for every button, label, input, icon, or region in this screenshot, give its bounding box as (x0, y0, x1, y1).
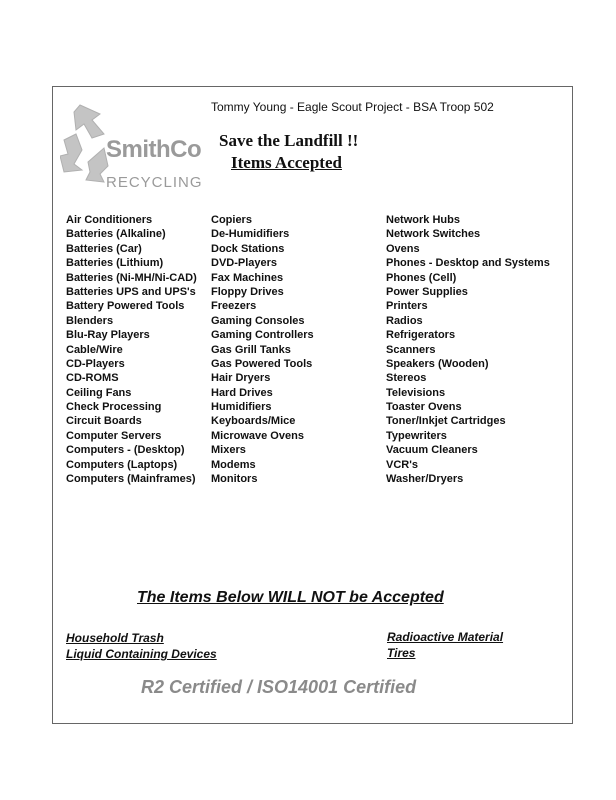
list-item: Gas Grill Tanks (211, 343, 291, 356)
list-item: DVD-Players (211, 257, 278, 270)
list-item: Speakers (Wooden) (386, 357, 489, 370)
list-item: Batteries UPS and UPS's (66, 285, 196, 298)
list-item: Battery Powered Tools (66, 300, 185, 313)
list-item: Check Processing (66, 401, 162, 414)
list-item: Network Hubs (386, 214, 460, 226)
list-item: Refrigerators (386, 329, 456, 342)
list-item: Circuit Boards (66, 415, 142, 428)
list-item: Batteries (Alkaline) (66, 228, 166, 241)
list-item: Computers (Mainframes) (66, 473, 196, 486)
recycle-icon (60, 100, 110, 190)
logo-subtitle: RECYCLING (106, 174, 203, 191)
list-item: Washer/Dryers (386, 473, 464, 486)
list-item: CD-ROMS (66, 372, 119, 385)
list-item: Radios (386, 314, 423, 327)
list-item: Computer Servers (66, 429, 162, 442)
list-item: Keyboards/Mice (211, 415, 296, 428)
list-item: VCR's (386, 458, 418, 471)
list-item: Typewriters (386, 429, 447, 442)
list-item: Mixers (211, 444, 246, 457)
list-item: Scanners (386, 343, 436, 356)
list-item: Stereos (386, 372, 427, 385)
list-item: Air Conditioners (66, 214, 153, 226)
smithco-logo (60, 100, 210, 195)
list-item: Network Switches (386, 228, 481, 241)
list-item: Phones (Cell) (386, 271, 457, 284)
list-item: Floppy Drives (211, 285, 284, 298)
list-item: Blu-Ray Players (66, 329, 150, 342)
page-subtitle: Items Accepted (231, 153, 342, 172)
list-item: Batteries (Lithium) (66, 257, 164, 270)
certification-text: R2 Certified / ISO14001 Certified (141, 677, 417, 697)
list-item: Copiers (211, 214, 252, 226)
list-item: Batteries (Ni-MH/Ni-CAD) (66, 271, 197, 284)
rejected-item: Liquid Containing Devices (66, 647, 217, 661)
not-accepted-heading: The Items Below WILL NOT be Accepted (137, 589, 444, 606)
list-item: Power Supplies (386, 285, 468, 298)
logo-name: SmithCo (106, 136, 202, 163)
list-item: Cable/Wire (66, 343, 123, 356)
list-item: Printers (386, 300, 428, 313)
list-item: Ovens (386, 242, 420, 255)
list-item: Batteries (Car) (66, 242, 142, 255)
list-item: Ceiling Fans (66, 386, 132, 399)
list-item: Gas Powered Tools (211, 357, 313, 370)
list-item: Dock Stations (211, 242, 285, 255)
list-item: Monitors (211, 473, 258, 486)
accepted-column-1 (66, 213, 197, 486)
accepted-column-2 (211, 213, 314, 486)
list-item: Vacuum Cleaners (386, 444, 478, 457)
list-item: Gaming Consoles (211, 314, 305, 327)
list-item: Modems (211, 458, 256, 471)
list-item: Blenders (66, 314, 114, 327)
accepted-column-3 (386, 213, 550, 486)
list-item: Humidifiers (211, 401, 272, 414)
list-item: Fax Machines (211, 271, 284, 284)
list-item: CD-Players (66, 357, 125, 370)
list-item: Computers (Laptops) (66, 458, 178, 471)
list-item: Phones - Desktop and Systems (386, 257, 550, 270)
list-item: Televisions (386, 386, 446, 399)
list-item: Gaming Controllers (211, 329, 314, 342)
list-item: Toaster Ovens (386, 401, 462, 414)
list-item: Toner/Inkjet Cartridges (386, 415, 506, 428)
list-item: Freezers (211, 300, 257, 313)
list-item: Hard Drives (211, 386, 273, 399)
list-item: De-Humidifiers (211, 228, 290, 241)
list-item: Computers - (Desktop) (66, 444, 185, 457)
rejected-item: Household Trash (66, 631, 164, 645)
list-item: Hair Dryers (211, 372, 271, 385)
rejected-item: Tires (387, 646, 416, 660)
list-item: Microwave Ovens (211, 429, 304, 442)
rejected-item: Radioactive Material (387, 630, 504, 644)
credit-line: Tommy Young - Eagle Scout Project - BSA Troop 502 (211, 100, 494, 114)
page-title: Save the Landfill !! (219, 131, 359, 150)
